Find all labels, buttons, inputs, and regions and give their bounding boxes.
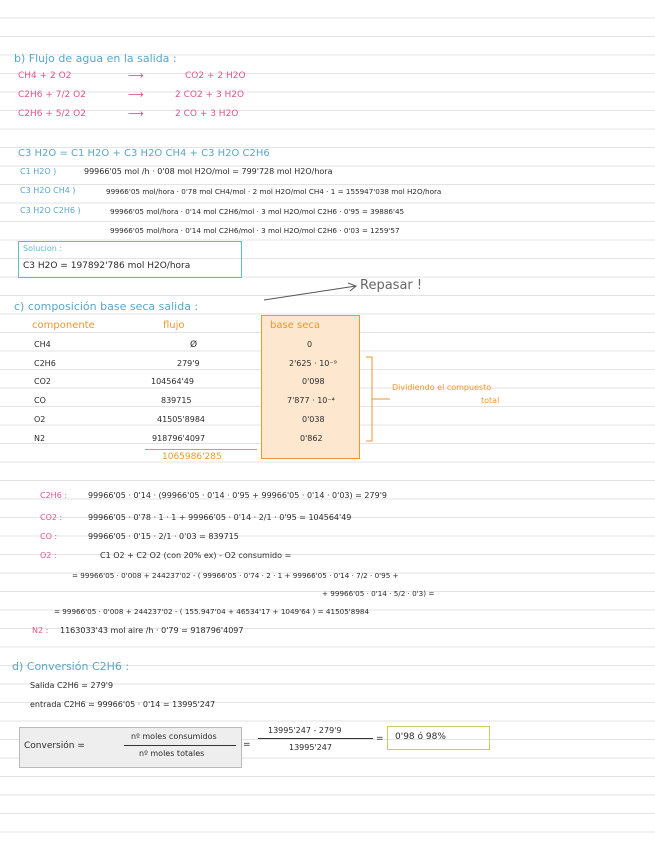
reaction-1-rhs: CO2 + 2 H2O [185,71,246,81]
calc-4: 99966'05 mol/hora · 0'14 mol C2H6/mol · 3 mol H2O/mol C2H6 · 0'03 = 1259'57 [110,226,400,235]
calc-2-label: C3 H2O CH4 ) [20,186,76,195]
entrada-c2h6: entrada C2H6 = 99966'05 · 0'14 = 13995'247 [30,700,216,709]
calc-3: 99966'05 mol/hora · 0'14 mol C2H6/mol · 3 mol H2O/mol C2H6 · 0'95 = 39886'45 [110,207,405,216]
fraction-denominator: nº moles totales [139,749,205,758]
calc-o2: C1 O2 + C2 O2 (con 20% ex) - O2 consumido = [100,551,292,560]
calc-o2-label: O2 : [40,551,57,560]
reaction-1-arrow: ⟶ [128,69,144,82]
row-flujo: 918796'4097 [152,434,206,443]
repasar-note: Repasar ! [360,278,423,293]
calc-2: 99966'05 mol/hora · 0'78 mol CH4/mol · 2 mol H2O/mol CH4 · 1 = 155947'038 mol H2O/hora [106,187,442,196]
total-flujo: 1065986'285 [162,452,222,462]
calc-n2-label: N2 : [32,626,49,635]
row-flujo: Ø [190,340,198,350]
o2-line-2: = 99966'05 · 0'008 + 244237'02 - ( 99966'05 · 0'74 · 2 · 1 + 99966'05 · 0'14 · 7/2 · 0'95 + [72,571,399,580]
row-base: 0'038 [302,415,325,424]
equals-sign: = [243,740,251,750]
result-box [387,726,490,750]
row-comp: N2 [34,434,46,443]
calc-3-label: C3 H2O C2H6 ) [20,206,81,215]
orange-brace [364,355,394,443]
calc-1-label: C1 H2O ) [20,167,57,176]
solution-value: C3 H2O = 197892'786 mol H2O/hora [23,261,191,271]
denominator-values: 13995'247 [289,743,332,752]
row-comp: O2 [34,415,46,424]
conversion-result: 0'98 ó 98% [395,732,446,742]
note-dividiendo: Dividiendo el compuesto [392,383,492,392]
conversion-label: Conversión = [24,741,85,751]
header-base-seca: base seca [270,320,321,331]
reaction-2-lhs: C2H6 + 7/2 O2 [18,90,86,100]
o2-line-4: = 99966'05 · 0'008 + 244237'02 - ( 155.947'04 + 46534'17 + 1049'64 ) = 41505'8984 [54,607,370,616]
reaction-3-rhs: 2 CO + 3 H2O [175,109,239,119]
reaction-3-arrow: ⟶ [128,107,144,120]
row-comp: CH4 [34,340,51,349]
reaction-2-arrow: ⟶ [128,88,144,101]
calc-co2-label: CO2 : [40,513,63,522]
calc-c2h6: 99966'05 · 0'14 · (99966'05 · 0'14 · 0'95 + 99966'05 · 0'14 · 0'03) = 279'9 [88,491,387,500]
row-comp: CO [34,396,46,405]
fraction-numerator: nº moles consumidos [131,732,217,741]
numerator-values: 13995'247 - 279'9 [268,726,342,735]
row-base: 0'098 [302,377,325,386]
salida-c2h6: Salida C2H6 = 279'9 [30,681,114,690]
calc-co-label: CO : [40,532,58,541]
row-flujo: 279'9 [177,359,200,368]
row-comp: C2H6 [34,359,56,368]
section-d-title: d) Conversión C2H6 : [12,660,130,673]
calc-co2: 99966'05 · 0'78 · 1 · 1 + 99966'05 · 0'14 · 2/1 · 0'95 = 104564'49 [88,513,352,522]
sum-line [145,449,257,450]
solution-box [18,241,242,278]
section-b-title: b) Flujo de agua en la salida : [14,52,177,65]
calc-1: 99966'05 mol /h · 0'08 mol H2O/mol = 799'728 mol H2O/hora [84,167,333,176]
fraction-bar [124,745,236,746]
row-comp: CO2 [34,377,51,386]
note-total: total [481,396,500,405]
row-base: 2'625 · 10⁻⁹ [289,359,337,368]
calc-co: 99966'05 · 0'15 · 2/1 · 0'03 = 839715 [88,532,239,541]
row-flujo: 41505'8984 [157,415,206,424]
calc-c2h6-label: C2H6 : [40,491,68,500]
row-base: 0'862 [300,434,323,443]
repasar-arrow [260,280,370,304]
section-c-title: c) composición base seca salida : [14,300,199,313]
header-componente: componente [32,320,95,331]
solution-label: Solucion : [23,244,63,253]
header-flujo: flujo [163,320,185,331]
conversion-formula-box [19,727,242,768]
row-flujo: 104564'49 [151,377,194,386]
sum-equation: C3 H2O = C1 H2O + C3 H2O CH4 + C3 H2O C2H6 [18,148,270,159]
reaction-1-lhs: CH4 + 2 O2 [18,71,72,81]
reaction-2-rhs: 2 CO2 + 3 H2O [175,90,245,100]
row-flujo: 839715 [161,396,192,405]
row-base: 0 [307,340,313,349]
o2-line-3: + 99966'05 · 0'14 · 5/2 · 0'3) = [322,589,435,598]
reaction-3-lhs: C2H6 + 5/2 O2 [18,109,86,119]
row-base: 7'877 · 10⁻⁴ [287,396,335,405]
calc-n2: 1163033'43 mol aire /h · 0'79 = 918796'4097 [60,626,244,635]
equals-sign-2: = [376,734,384,744]
fraction-bar-2 [258,738,373,739]
